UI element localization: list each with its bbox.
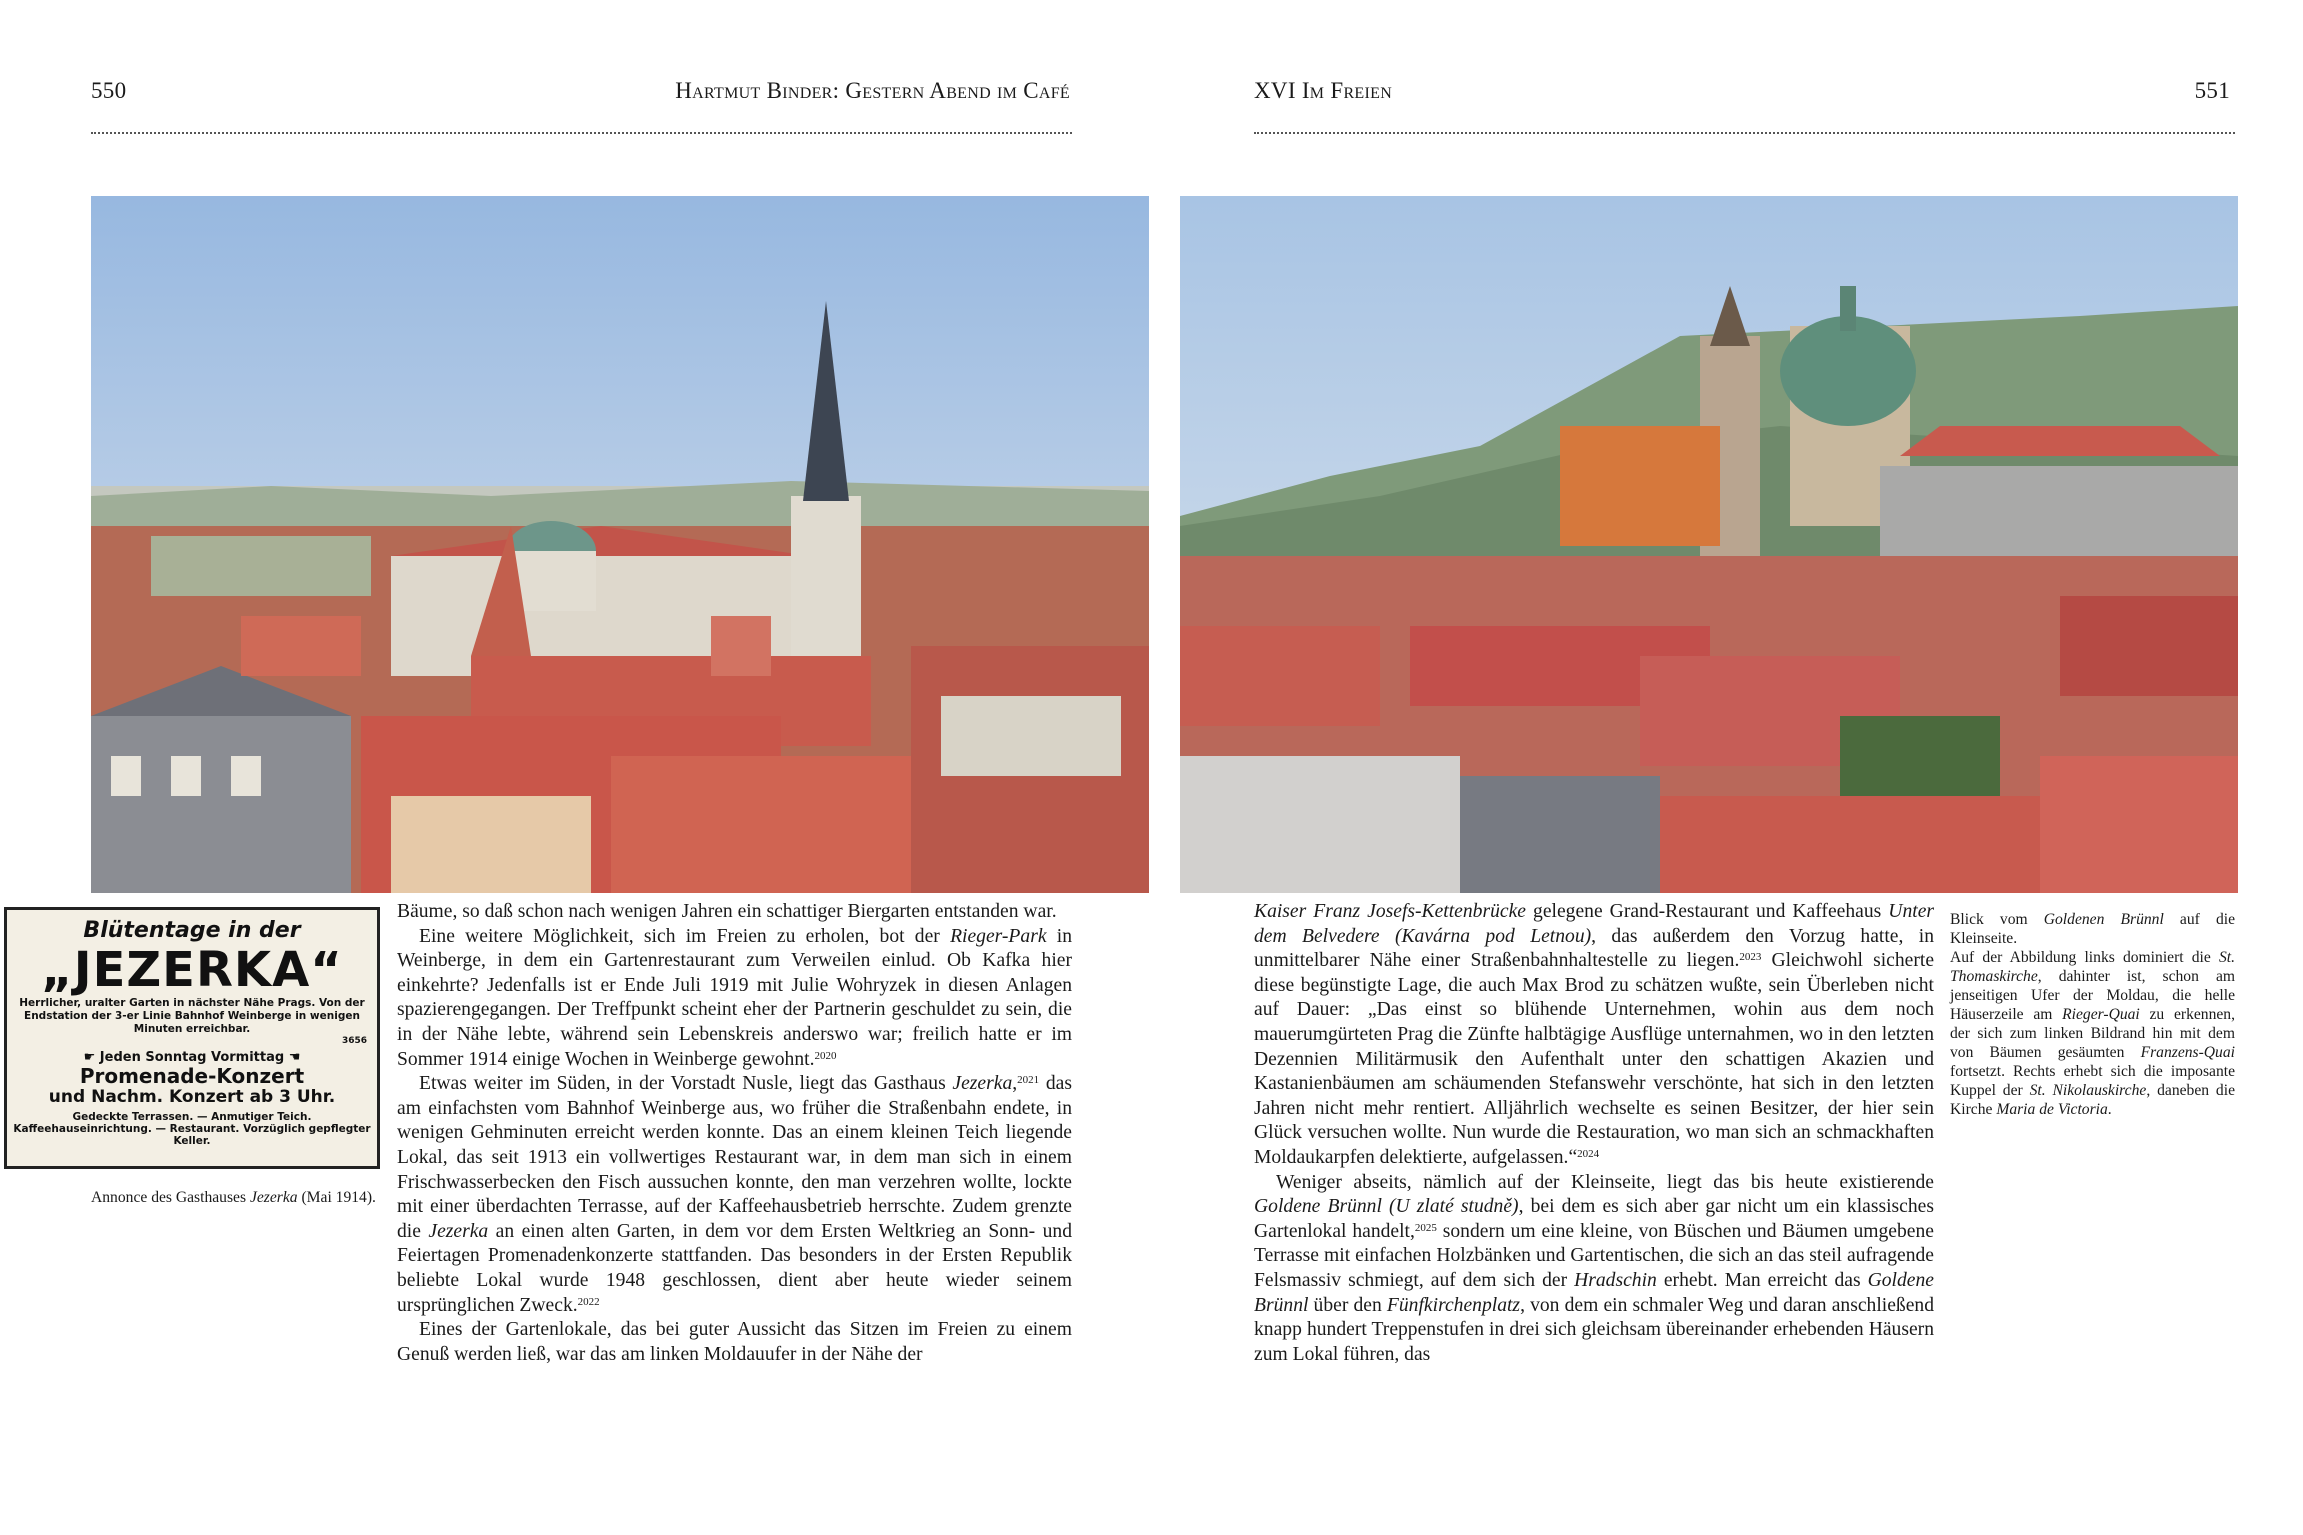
text-run: , das außerdem den Vorzug hatte, in unmittelbarer Nähe einer Straßenbahnhaltestelle zu liegen. (1254, 925, 1935, 972)
text-run: das am einfachsten vom Bahnhof Weinberge aus, wo früher die Straßenbahn endete, in wenigen Gehminuten erreicht werden konnte. Das an einem kleinen Teich liegende Lokal, das seit 1913 ein vollwertiges Restaurant war, in dem man sich in einem Frischwasserbecken den Fisch aussuchen konnte, den man verzehren wollte, lockte mit einer überdachten Terrasse, auf der Kaffeehausbetrieb herrschte. Zudem grenzte die (397, 1073, 1072, 1242)
caption-text: St. Nikolauskirche (2029, 1082, 2147, 1099)
caption-text: Annonce des Gasthauses (91, 1189, 250, 1206)
left-body-text (397, 900, 1072, 1367)
caption-text: (Mai 1914). (297, 1189, 376, 1206)
ad-reference-number: 3656 (341, 1036, 367, 1046)
text-run: Fünfkirchenplatz (1386, 1294, 1521, 1316)
text-run: über den (1308, 1294, 1387, 1316)
footnote-ref: 2021 (1017, 1074, 1040, 1087)
left-page-number: 550 (91, 78, 127, 103)
text-run: Jezerka (952, 1073, 1013, 1095)
paragraph (1254, 900, 1934, 1171)
paragraph: Eines der Gartenlokale, das bei guter Aussicht das Sitzen im Freien zu einem Genuß werden ließ, war das am linken Moldauufer in der Nähe der (397, 1319, 1072, 1365)
ad-afternoon-concert: und Nachm. Konzert ab 3 Uhr. (48, 1087, 336, 1107)
photo-st-nicholas-church (1180, 196, 2238, 893)
footnote-ref: 2024 (1577, 1147, 1600, 1160)
text-run: in Weinberge, in dem ein Gartenrestaurant zum Verweilen einlud. Ob Kafka hier einkehrte? Jedenfalls ist er Ende Juli 1919 mit Julie Wohryzek in diesen Anlagen spazierengegangen. Der Treffpunkt scheint eher der Partnerin geschuldet zu sein, die in der Nähe lebte, während sein Lebenskreis anderswo war; freilich hatte er im Sommer 1914 einige Wochen in Weinberge gewohnt. (397, 925, 1072, 1070)
text-run: Kaiser Franz Josefs-Kettenbrücke (1254, 901, 1526, 922)
paragraph: Etwas weiter im Süden, in der Vorstadt Nusle, liegt das Gasthaus Jezerka,$^{2021}$ das am einfachsten vom Bahnhof Weinberge aus, wo früher die Straßenbahn endete, in wenigen Gehminuten erreicht werden konnte. Das an einem kleinen Teich liegende Lokal, das seit 1913 ein vollwertiges Restaurant war, in dem man sich in einem Frischwasserbecken den Fisch aussuchen konnte, den man verzehren wollte, lockte mit einer überdachten Terrasse, auf der Kaffeehausbetrieb herrschte. Zudem grenzte die Jezerka an einen alten Garten, in dem vor dem Ersten Weltkrieg an Sonn- und Feiertagen Promenadenkonzerte stattfanden. Das besonders in der Ersten Republik beliebte Lokal wurde 1948 geschlossen, dient aber heute wieder seinem ursprünglichen Zweck.$^{2022}$ (397, 1073, 1072, 1316)
text-run: Hradschin (1574, 1269, 1657, 1291)
paragraph (1254, 1171, 1934, 1368)
right-caption (1950, 910, 2235, 1119)
text-run: Goldene Brünnl (1254, 1269, 1934, 1316)
text-run: Goldene Brünnl (U zlaté studně) (1254, 1196, 1519, 1218)
text-run: Eine weitere Möglichkeit, sich im Freien zu erholen, bot der (419, 925, 951, 947)
text-run: Rieger-Park (950, 925, 1047, 947)
right-running-title: XVI Im Freien (1254, 78, 1393, 103)
caption-text: zu erkennen, der sich zum linken Bildrand hin mit dem von Bäumen gesäumten (1950, 1006, 2235, 1061)
caption-text: Blick vom (1950, 911, 2044, 928)
ad-description: Herrlicher, uralter Garten in nächster Nähe Prags. Von der Endstation der 3-er Linie Bahnhof Weinberge in wenigen Minuten erreichbar. (19, 997, 365, 1035)
right-page-number: 551 (2194, 78, 2230, 103)
caption-text: St. Thomaskirche (1950, 949, 2235, 985)
caption-text: , daneben die Kirche (1950, 1082, 2235, 1118)
caption-paragraph (1950, 948, 2235, 1119)
text-run: Weniger abseits, nämlich auf der Kleinseite, liegt das bis heute existierende (1276, 1171, 1934, 1193)
ad-sunday-text: Jeden Sonntag Vormittag (99, 1050, 285, 1065)
text-run: an einen alten Garten, in dem vor dem Ersten Weltkrieg an Sonn- und Feiertagen Promenadenkonzerte stattfanden. Das besonders in der Ersten Republik beliebte Lokal wurde 1948 geschlossen, dient aber heute wieder seinem ursprünglichen Zweck. (397, 1220, 1072, 1316)
ad-sunday-line (7, 1050, 377, 1065)
photo-st-thomas-church (91, 196, 1149, 893)
left-running-title: Hartmut Binder: Gestern Abend im Café (675, 78, 1070, 103)
left-caption (91, 1188, 377, 1207)
caption-text: Goldenen Brünnl (2043, 911, 2164, 928)
caption-text: Franzens-Quai (2140, 1044, 2235, 1061)
right-body-text (1254, 900, 1934, 1367)
ad-headline: Blütentage in der (83, 918, 301, 943)
text-run: Gleichwohl sicherte diese begünstigte Lage, die auch Max Brod zu schätzen wußte, sein Überleben nicht auf Dauer: „Das einst so blühende Unternehmen, wohin aus dem noch mauerumgürteten Prag die Zünfte halbtägige Ausflüge unternahmen, wo in den letzten Dezennien Militärmusik den Aufenthalt unter den schattigen Akazien und Kastanienbäumen am schäumenden Stefanswehr verschönte, hat sich in den letzten Jahren nicht mehr rentiert. Alljährlich wechselte es seinen Besitzer, der hier sein Glück versuchen wollte. Nun wurde die Restauration, wo man sich an schmackhaften Moldaukarpfen delektierte, aufgelassen.“ (1254, 950, 1935, 1168)
ad-pointing-hand-left-icon: ☛ (83, 1050, 100, 1065)
paragraph: Bäume, so daß schon nach wenigen Jahren ein schattiger Biergarten entstanden war. (397, 901, 1057, 922)
text-run: Unter dem Belvedere (Kavárna pod Letnou) (1254, 901, 1935, 947)
text-run: Etwas weiter im Süden, in der Vorstadt Nusle, liegt das Gasthaus (419, 1073, 953, 1095)
caption-text: auf die Kleinseite. (1950, 911, 2236, 947)
text-run: , von dem ein schmaler Weg und daran anschließend knapp hundert Treppenstufen in drei sich gleichsam übereinander erhebenden Häusern zum Lokal führen, das (1254, 1294, 1934, 1365)
caption-text: Auf der Abbildung links dominiert die (1950, 949, 2219, 966)
ad-amenities: Gedeckte Terrassen. — Anmutiger Teich. Kaffeehauseinrichtung. — Restaurant. Vorzüglich gepflegter Keller. (13, 1111, 371, 1147)
text-run: , bei dem es sich aber gar nicht um ein klassisches Gartenlokal handelt, (1254, 1196, 1934, 1242)
caption-text: , dahinter ist, schon am jenseitigen Ufer der Moldau, die helle Häuserzeile am (1950, 968, 2235, 1023)
ad-concert-title: Promenade-Konzert (79, 1064, 305, 1088)
jezerka-advertisement (4, 907, 380, 1169)
footnote-ref: 2025 (1414, 1221, 1437, 1234)
ad-title: „JEZERKA“ (41, 942, 343, 998)
footnote-ref: 2020 (814, 1049, 837, 1062)
paragraph (397, 925, 1072, 1073)
ad-pointing-hand-right-icon: ☚ (284, 1050, 301, 1065)
text-run: erhebt. Man erreicht das (1656, 1269, 1868, 1291)
text-run: sondern um eine kleine, von Büschen und Bäumen umgebene Terrasse mit einfachen Holzbänken und Gartentischen, die sich an das steil aufragende Felsmassiv schmiegt, auf dem sich der (1254, 1220, 1934, 1291)
caption-italic: Jezerka (249, 1189, 298, 1206)
caption-paragraph (1950, 910, 2235, 948)
caption-text: Rieger-Quai (2062, 1006, 2140, 1023)
text-run: Jezerka (428, 1220, 489, 1242)
caption-text: Maria de Victoria (1996, 1101, 2108, 1118)
right-header-rule (1254, 132, 2235, 134)
left-header-rule (91, 132, 1072, 134)
footnote-ref: 2023 (1739, 951, 1762, 964)
footnote-ref: 2022 (577, 1295, 600, 1308)
text-run: gelegene Grand-Restaurant und Kaffeehaus (1526, 901, 1889, 922)
caption-text: . (2107, 1101, 2112, 1118)
caption-text: fortsetzt. Rechts erhebt sich die imposante Kuppel der (1950, 1063, 2235, 1099)
